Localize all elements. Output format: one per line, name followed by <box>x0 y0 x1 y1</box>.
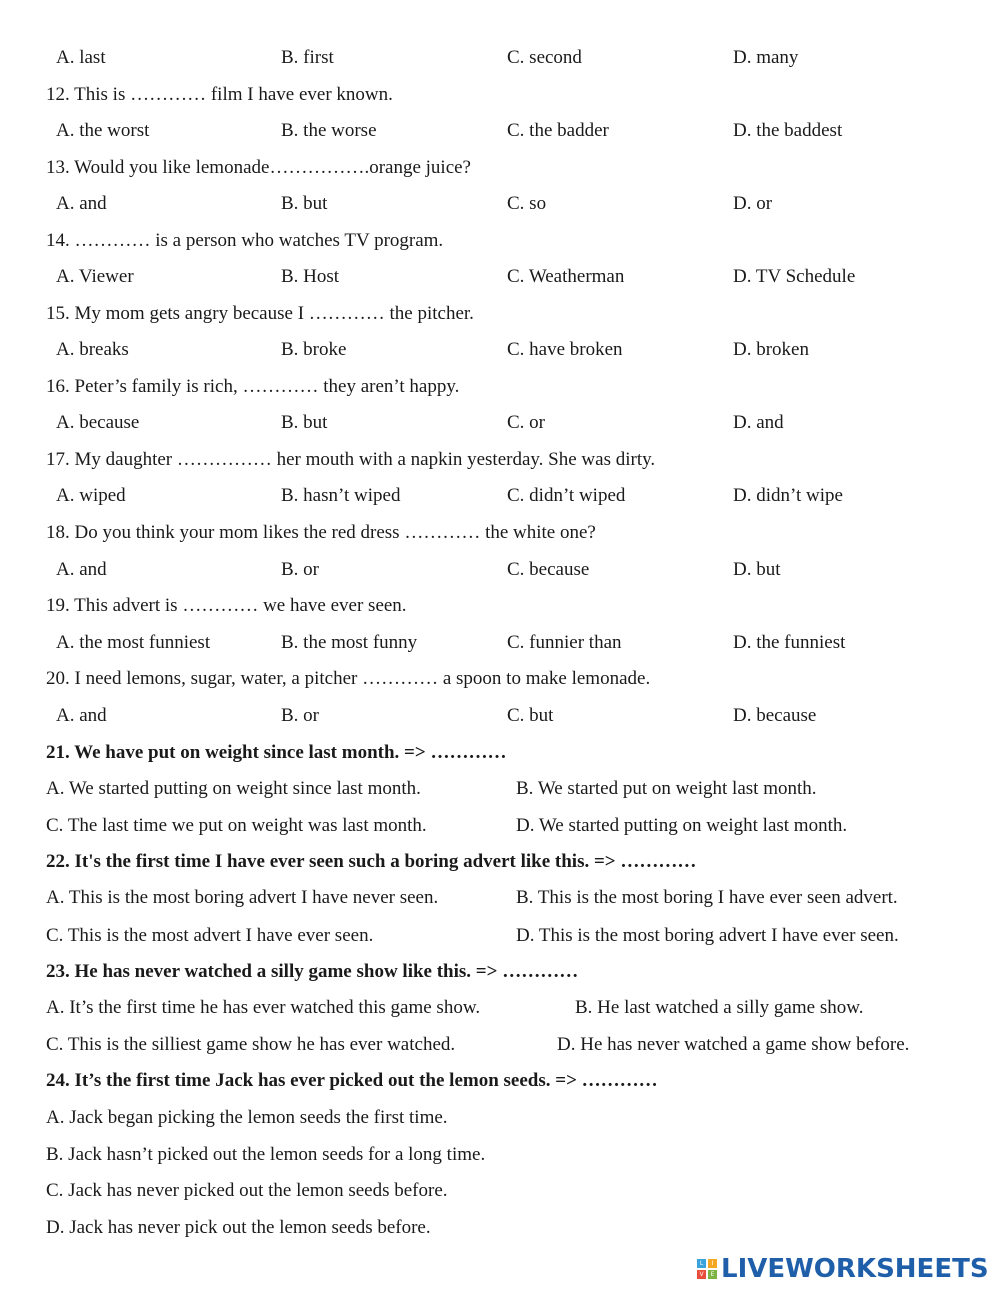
q18-stem: 18. Do you think your mom likes the red dress ………… the white one? <box>46 522 596 543</box>
q23-options-row2 <box>0 1034 1000 1056</box>
q16-options <box>0 412 1000 434</box>
q18-option-a[interactable]: A. and <box>56 559 107 580</box>
q16-option-d[interactable]: D. and <box>733 412 784 433</box>
q21-option-d[interactable]: D. We started putting on weight last month. <box>516 815 848 836</box>
q17-option-d[interactable]: D. didn’t wipe <box>733 485 843 506</box>
q19-option-c[interactable]: C. funnier than <box>507 632 622 653</box>
q14-option-a[interactable]: A. Viewer <box>56 266 134 287</box>
q13-option-b[interactable]: B. but <box>281 193 328 214</box>
q23-stem: 23. He has never watched a silly game show like this. => ………… <box>46 961 579 982</box>
q19-option-b[interactable]: B. the most funny <box>281 632 418 653</box>
q17-option-c[interactable]: C. didn’t wiped <box>507 485 626 506</box>
q20-option-b[interactable]: B. or <box>281 705 319 726</box>
q17-options <box>0 485 1000 507</box>
q19-option-d[interactable]: D. the funniest <box>733 632 846 653</box>
q11-option-a[interactable]: A. last <box>56 47 106 68</box>
q21-option-b[interactable]: B. We started put on weight last month. <box>516 778 817 799</box>
q24-option-a[interactable]: A. Jack began picking the lemon seeds the first time. <box>46 1107 448 1128</box>
q15-options <box>0 339 1000 361</box>
q23-option-b[interactable]: B. He last watched a silly game show. <box>575 997 864 1018</box>
q12-option-b[interactable]: B. the worse <box>281 120 377 141</box>
q16-stem: 16. Peter’s family is rich, ………… they aren’t happy. <box>46 376 460 397</box>
q15-option-b[interactable]: B. broke <box>281 339 347 360</box>
q12-options <box>0 120 1000 142</box>
q23-option-c[interactable]: C. This is the silliest game show he has ever watched. <box>46 1034 456 1055</box>
q11-option-d[interactable]: D. many <box>733 47 799 68</box>
q16-option-c[interactable]: C. or <box>507 412 545 433</box>
q17-option-a[interactable]: A. wiped <box>56 485 126 506</box>
q20-stem: 20. I need lemons, sugar, water, a pitcher ………… a spoon to make lemonade. <box>46 668 651 689</box>
q12-option-d[interactable]: D. the baddest <box>733 120 843 141</box>
q23-option-d[interactable]: D. He has never watched a game show before. <box>557 1034 910 1055</box>
q22-option-d[interactable]: D. This is the most boring advert I have ever seen. <box>516 925 899 946</box>
q14-option-c[interactable]: C. Weatherman <box>507 266 625 287</box>
q23-option-a[interactable]: A. It’s the first time he has ever watched this game show. <box>46 997 481 1018</box>
q23-options-row1 <box>0 997 1000 1019</box>
q13-stem: 13. Would you like lemonade…………….orange juice? <box>46 157 471 178</box>
liveworksheets-logo <box>697 1254 989 1284</box>
q24-option-b[interactable]: B. Jack hasn’t picked out the lemon seeds for a long time. <box>46 1144 486 1165</box>
q22-stem: 22. It's the first time I have ever seen such a boring advert like this. => ………… <box>46 851 697 872</box>
q14-options <box>0 266 1000 288</box>
q22-option-c[interactable]: C. This is the most advert I have ever seen. <box>46 925 374 946</box>
q21-stem: 21. We have put on weight since last month. => ………… <box>46 742 507 763</box>
q20-option-d[interactable]: D. because <box>733 705 817 726</box>
logo-mark-icon: L I V E <box>697 1259 717 1279</box>
q13-option-d[interactable]: D. or <box>733 193 773 214</box>
q15-option-d[interactable]: D. broken <box>733 339 809 360</box>
q21-options-row2 <box>0 815 1000 837</box>
q24-option-c[interactable]: C. Jack has never picked out the lemon seeds before. <box>46 1180 448 1201</box>
q22-option-b[interactable]: B. This is the most boring I have ever seen advert. <box>516 887 898 908</box>
q12-stem: 12. This is ………… film I have ever known. <box>46 84 393 105</box>
q19-option-a[interactable]: A. the most funniest <box>56 632 211 653</box>
q13-option-c[interactable]: C. so <box>507 193 547 214</box>
logo-text: LIVEWORKSHEETS <box>721 1254 989 1284</box>
q18-option-b[interactable]: B. or <box>281 559 319 580</box>
q12-option-c[interactable]: C. the badder <box>507 120 609 141</box>
q18-option-d[interactable]: D. but <box>733 559 781 580</box>
q20-option-a[interactable]: A. and <box>56 705 107 726</box>
q18-options <box>0 559 1000 581</box>
q14-stem: 14. ………… is a person who watches TV program. <box>46 230 444 251</box>
q16-option-b[interactable]: B. but <box>281 412 328 433</box>
q21-options-row1 <box>0 778 1000 800</box>
q13-option-a[interactable]: A. and <box>56 193 107 214</box>
q11-option-c[interactable]: C. second <box>507 47 582 68</box>
q20-options <box>0 705 1000 727</box>
q13-options <box>0 193 1000 215</box>
q15-option-a[interactable]: A. breaks <box>56 339 129 360</box>
q21-option-c[interactable]: C. The last time we put on weight was last month. <box>46 815 427 836</box>
q14-option-b[interactable]: B. Host <box>281 266 340 287</box>
q16-option-a[interactable]: A. because <box>56 412 140 433</box>
q15-option-c[interactable]: C. have broken <box>507 339 623 360</box>
q11-option-b[interactable]: B. first <box>281 47 334 68</box>
q20-option-c[interactable]: C. but <box>507 705 554 726</box>
q12-option-a[interactable]: A. the worst <box>56 120 150 141</box>
q22-options-row1 <box>0 887 1000 909</box>
q24-stem: 24. It’s the first time Jack has ever picked out the lemon seeds. => ………… <box>46 1070 658 1091</box>
q22-options-row2 <box>0 925 1000 947</box>
q11-options <box>0 47 1000 69</box>
q19-stem: 19. This advert is ………… we have ever seen. <box>46 595 407 616</box>
q22-option-a[interactable]: A. This is the most boring advert I have never seen. <box>46 887 439 908</box>
q15-stem: 15. My mom gets angry because I ………… the pitcher. <box>46 303 474 324</box>
q21-option-a[interactable]: A. We started putting on weight since last month. <box>46 778 421 799</box>
q24-option-d[interactable]: D. Jack has never pick out the lemon seeds before. <box>46 1217 431 1238</box>
q17-stem: 17. My daughter …………… her mouth with a napkin yesterday. She was dirty. <box>46 449 656 470</box>
q18-option-c[interactable]: C. because <box>507 559 590 580</box>
q14-option-d[interactable]: D. TV Schedule <box>733 266 856 287</box>
q19-options <box>0 632 1000 654</box>
q17-option-b[interactable]: B. hasn’t wiped <box>281 485 401 506</box>
